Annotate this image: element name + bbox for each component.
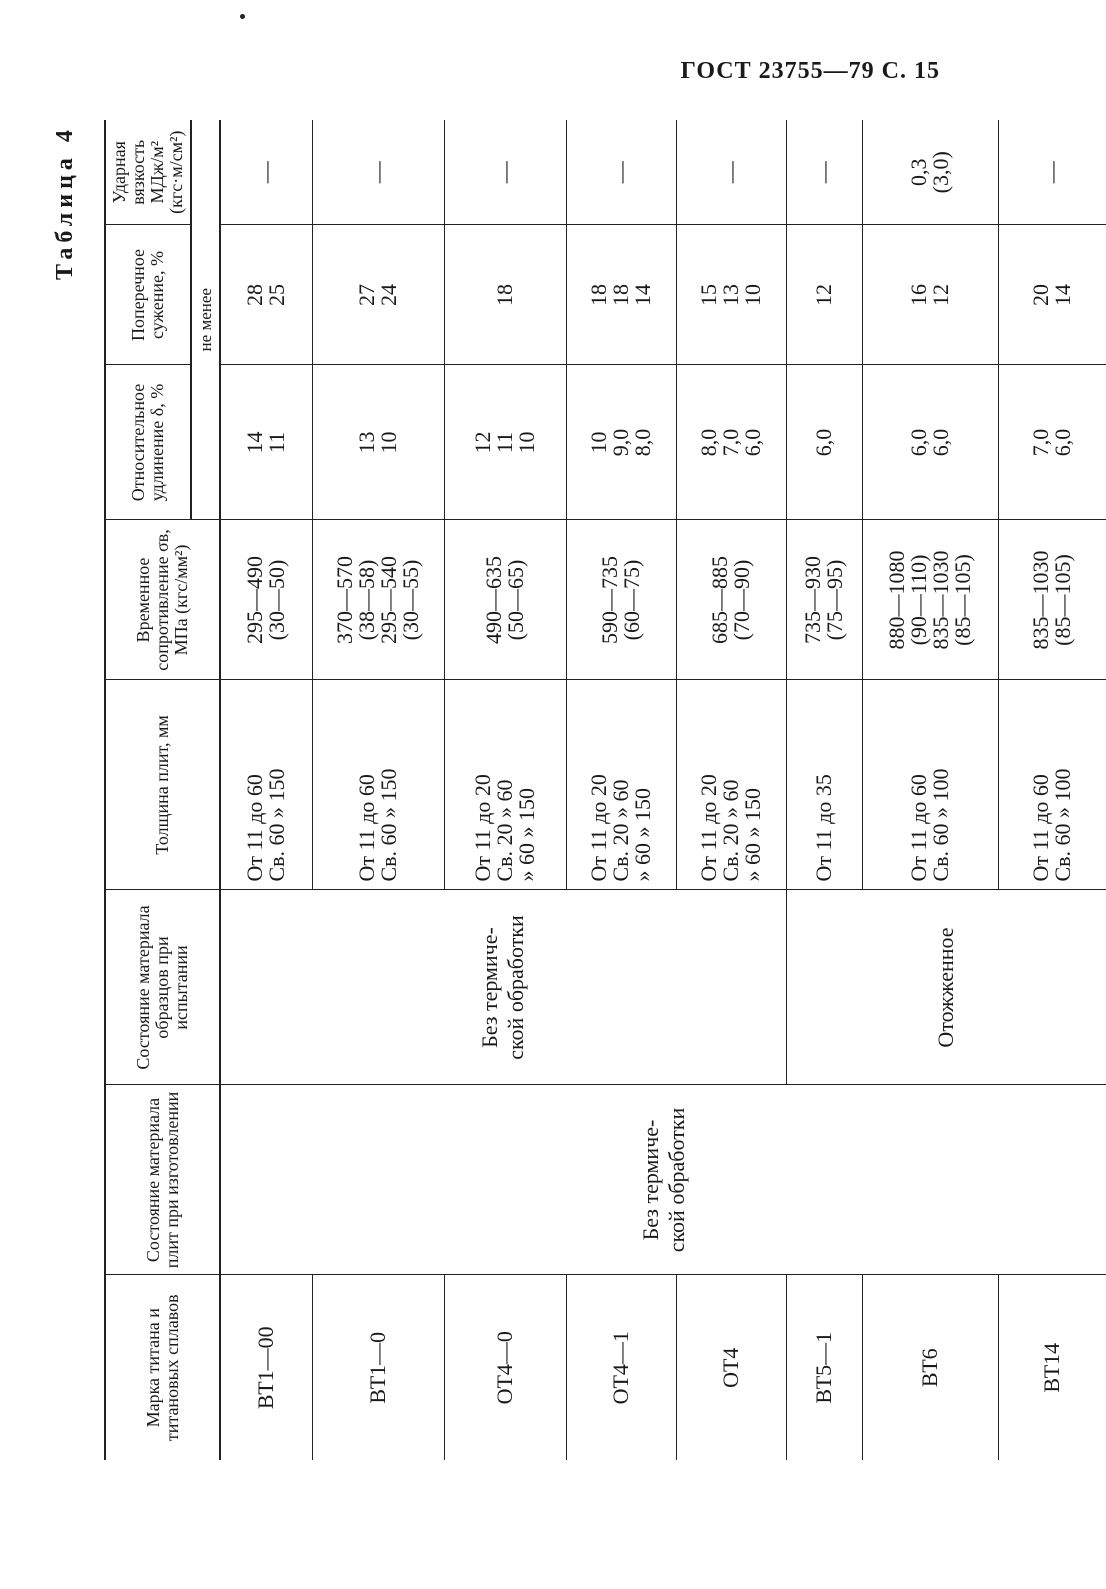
cell-line: ской обработки: [663, 1107, 689, 1253]
cell-line: 11: [264, 431, 290, 454]
cell-line: 0,3: [906, 158, 931, 186]
cell-line: 835—1030: [1028, 550, 1054, 650]
impact-cell: [566, 120, 676, 225]
cell-line: (38—58): [354, 559, 379, 641]
cell-line: Без термиче-: [637, 1119, 663, 1241]
cell-line: Св. 20 » 60: [718, 779, 743, 882]
cell-line: 27: [354, 284, 379, 306]
thickness-cell: [220, 680, 312, 890]
grade-cell: ОТ4: [676, 1275, 786, 1460]
col-header-elongation: Относительное удлинение δ, %: [105, 365, 191, 520]
cell-line: 12: [928, 284, 953, 306]
properties-table: [104, 120, 1106, 1460]
strength-cell: [676, 520, 786, 680]
cell-line: 880—1080: [884, 550, 909, 650]
cell-line: Св. 20 » 60: [492, 779, 517, 882]
strength-cell: [312, 520, 444, 680]
grade-cell: ВТ1—00: [220, 1275, 312, 1460]
thickness-cell: [862, 680, 998, 890]
thickness-cell: [566, 680, 676, 890]
state-manufacture-cell: [220, 1085, 1106, 1275]
cell-line: 295—540: [376, 556, 401, 644]
cell-line: 10: [586, 431, 611, 454]
reduction-cell: [676, 225, 786, 365]
col-header-state-test: Состояние материала образцов при испытании: [105, 890, 220, 1085]
cell-line: —: [608, 161, 633, 184]
cell-line: —: [365, 161, 390, 184]
cell-line: ской обработки: [503, 915, 529, 1060]
cell-line: 18: [608, 284, 633, 306]
cell-line: 24: [376, 284, 401, 306]
subheader-minimum: не менее: [191, 120, 220, 520]
cell-line: 11: [492, 431, 517, 454]
reduction-cell: [566, 225, 676, 365]
cell-line: (3,0): [928, 151, 953, 194]
table-body: [220, 120, 1106, 1460]
cell-line: 490—635: [481, 556, 506, 644]
cell-line: От 11 до 20: [586, 774, 611, 882]
cell-line: 20: [1028, 284, 1054, 306]
cell-line: От 11 до 20: [696, 774, 721, 882]
cell-line: » 60 » 150: [630, 788, 655, 882]
reduction-cell: [998, 225, 1106, 365]
col-header-state-manufacture: Состояние материала плит при изготовлении: [105, 1085, 220, 1275]
grade-cell: ОТ4—0: [444, 1275, 566, 1460]
impact-cell: [312, 120, 444, 225]
cell-line: От 11 до 35: [811, 774, 836, 882]
cell-line: 835—1030: [928, 550, 953, 650]
cell-line: 685—885: [707, 556, 732, 644]
cell-line: 12: [811, 284, 836, 306]
grade-cell: ОТ4—1: [566, 1275, 676, 1460]
page-header: [681, 58, 940, 85]
cell-line: 6,0: [1050, 428, 1076, 457]
impact-cell: [220, 120, 312, 225]
cell-line: От 11 до 60: [242, 774, 268, 882]
strength-cell: [998, 520, 1106, 680]
cell-line: 8,0: [696, 428, 721, 457]
reduction-cell: [312, 225, 444, 365]
impact-cell: [862, 120, 998, 225]
cell-line: (85—105): [950, 554, 975, 646]
col-header-grade: Марка титана и титановых сплавов: [105, 1275, 220, 1460]
strength-cell: [566, 520, 676, 680]
thickness-cell: [676, 680, 786, 890]
state-test-cell: [220, 890, 786, 1085]
col-header-impact: Ударная вязкость МДж/м² (кгс·м/см²): [105, 120, 191, 225]
cell-line: 18: [586, 284, 611, 306]
cell-line: От 11 до 60: [1028, 774, 1054, 882]
strength-cell: [862, 520, 998, 680]
cell-line: 14: [630, 284, 655, 306]
table-row: [220, 120, 312, 1460]
strength-cell: [220, 520, 312, 680]
cell-line: Без термиче-: [477, 927, 503, 1048]
elongation-cell: [786, 365, 862, 520]
cell-line: Св. 60 » 150: [264, 768, 290, 882]
grade-cell: ВТ1—0: [312, 1275, 444, 1460]
cell-line: —: [253, 161, 279, 184]
cell-line: 7,0: [1028, 428, 1054, 457]
cell-line: » 60 » 150: [740, 788, 765, 882]
cell-line: 6,0: [740, 428, 765, 457]
cell-line: 8,0: [630, 428, 655, 457]
elongation-cell: [444, 365, 566, 520]
cell-line: 14: [242, 431, 268, 454]
cell-line: 370—570: [332, 556, 357, 644]
cell-line: —: [1039, 161, 1065, 184]
cell-line: (75—95): [822, 559, 847, 641]
grade-cell: ВТ5—1: [786, 1275, 862, 1460]
cell-line: 590—735: [597, 556, 622, 644]
elongation-cell: [312, 365, 444, 520]
cell-line: От 11 до 60: [906, 774, 931, 882]
cell-line: (85—105): [1050, 554, 1076, 646]
print-speck: [240, 14, 245, 19]
cell-line: 28: [242, 284, 268, 306]
elongation-cell: [998, 365, 1106, 520]
grade-cell: ВТ6: [862, 1275, 998, 1460]
cell-line: Св. 60 » 100: [1050, 768, 1076, 882]
cell-line: 10: [376, 431, 401, 454]
cell-line: 7,0: [718, 428, 743, 457]
cell-line: 14: [1050, 284, 1076, 306]
cell-line: 13: [354, 431, 379, 454]
cell-line: (70—90): [729, 559, 754, 641]
col-header-thickness: Толщина плит, мм: [105, 680, 220, 890]
thickness-cell: [312, 680, 444, 890]
grade-cell: ВТ14: [998, 1275, 1106, 1460]
cell-line: От 11 до 60: [354, 774, 379, 882]
cell-line: 6,0: [928, 428, 953, 457]
strength-cell: [786, 520, 862, 680]
page-number: С. 15: [881, 58, 940, 84]
cell-line: 16: [906, 284, 931, 306]
cell-line: —: [811, 161, 836, 184]
cell-line: От 11 до 20: [470, 774, 495, 882]
cell-line: 15: [696, 284, 721, 306]
reduction-cell: [862, 225, 998, 365]
impact-cell: [444, 120, 566, 225]
cell-line: (30—50): [264, 559, 290, 641]
cell-line: 735—930: [800, 556, 825, 644]
cell-line: —: [718, 161, 743, 184]
cell-line: 10: [514, 431, 539, 454]
cell-line: 9,0: [608, 428, 633, 457]
impact-cell: [998, 120, 1106, 225]
doc-id: ГОСТ 23755—79: [680, 58, 875, 84]
impact-cell: [786, 120, 862, 225]
strength-cell: [444, 520, 566, 680]
cell-line: 18: [492, 284, 517, 306]
rotated-table-block: [44, 100, 1076, 1460]
reduction-cell: [220, 225, 312, 365]
thickness-cell: [786, 680, 862, 890]
cell-line: » 60 » 150: [514, 788, 539, 882]
cell-line: 6,0: [906, 428, 931, 457]
cell-line: 10: [740, 284, 765, 306]
elongation-cell: [676, 365, 786, 520]
elongation-cell: [220, 365, 312, 520]
impact-cell: [676, 120, 786, 225]
cell-line: Св. 20 » 60: [608, 779, 633, 882]
state-test-annealed-cell: Отожженное: [786, 890, 1106, 1085]
cell-line: (30—55): [398, 559, 423, 641]
cell-line: 13: [718, 284, 743, 306]
col-header-reduction: Поперечное сужение, %: [105, 225, 191, 365]
thickness-cell: [998, 680, 1106, 890]
cell-line: 295—490: [242, 556, 268, 644]
thickness-cell: [444, 680, 566, 890]
cell-line: Св. 60 » 100: [928, 768, 953, 882]
col-header-strength: Временное сопротивление σв, МПа (кгс/мм²): [105, 520, 220, 680]
reduction-cell: [444, 225, 566, 365]
elongation-cell: [566, 365, 676, 520]
cell-line: 6,0: [811, 428, 836, 457]
cell-line: 12: [470, 431, 495, 454]
cell-line: —: [492, 161, 517, 184]
cell-line: (60—75): [619, 559, 644, 641]
cell-line: 25: [264, 284, 290, 306]
elongation-cell: [862, 365, 998, 520]
table-label: Таблица 4: [52, 125, 78, 280]
cell-line: Св. 60 » 150: [376, 768, 401, 882]
cell-line: (90—110): [906, 554, 931, 646]
reduction-cell: [786, 225, 862, 365]
cell-line: (50—65): [503, 559, 528, 641]
